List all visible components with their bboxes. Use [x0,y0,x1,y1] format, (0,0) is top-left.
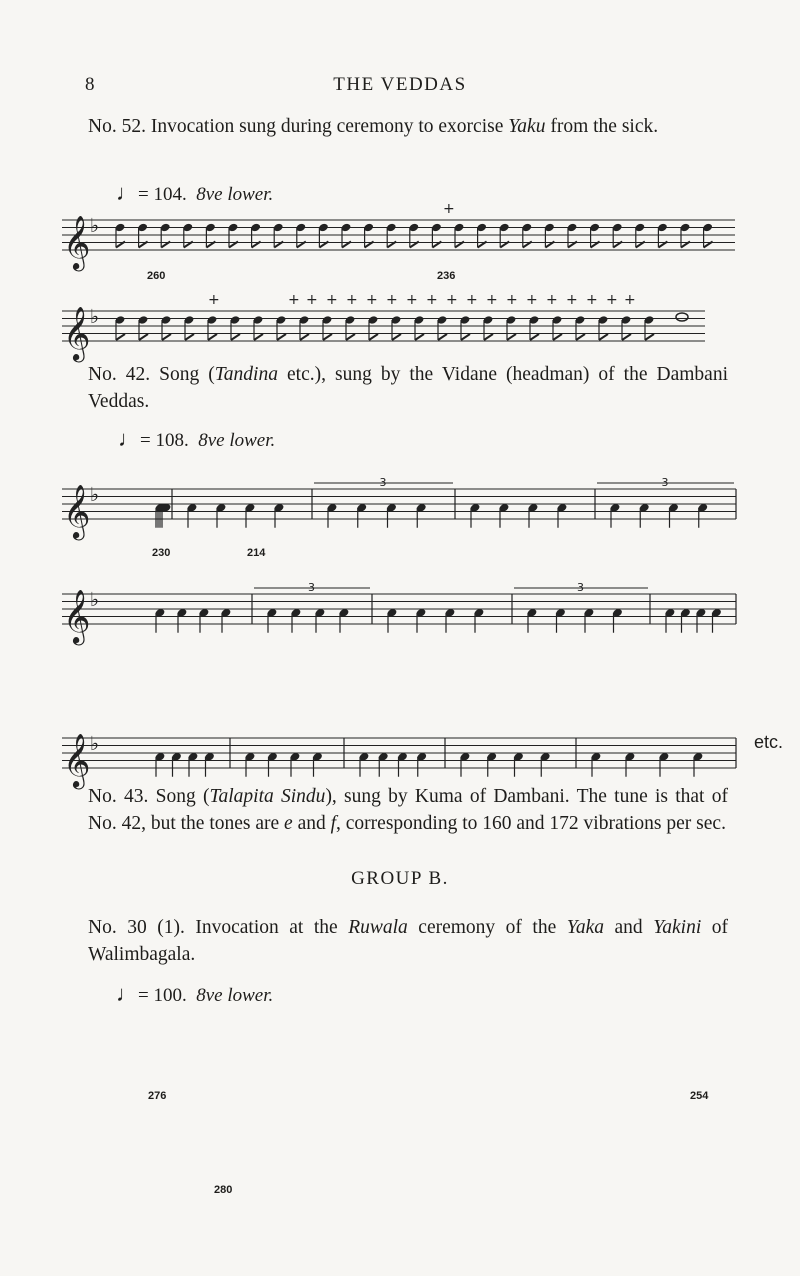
no52-measure-number: 260 [147,270,166,282]
no42-paragraph: No. 42. Song (Tandina etc.), sung by the Vidane (headman) of the Dambani Veddas. [88,364,728,412]
treble-clef-icon: 𝄞 [63,306,91,360]
running-title: THE VEDDAS [333,74,467,95]
note-flag [438,334,447,340]
no52-paragraph: No. 52. Invocation sung during ceremony to exorcise Yaku from the sick. [88,116,659,137]
note-flag [208,334,217,340]
plus-mark: + [526,292,538,308]
plus-mark: + [326,292,338,308]
note-flag [553,334,562,340]
note-flag [254,334,263,340]
note-flag [576,334,585,340]
flat-icon: ♭ [90,483,100,506]
triplet-mark: 3 [308,581,315,594]
no52-tempo: ♩= 104. 8ve lower. [116,180,274,205]
no42-measure-number: 230 [152,547,171,559]
no43-paragraph: No. 43. Song (Talapita Sindu), sung by Kuma of Dambani. The tune is that of No. 42, but the tones are e and f, corresponding to 160 and 172 vibrations per sec. [88,786,728,834]
whole-note [676,313,688,321]
no42-measure-number: 214 [247,547,266,559]
triplet-mark: 3 [379,476,387,489]
note-flag [392,334,401,340]
note-flag [323,334,332,340]
plus-mark: + [346,292,358,308]
plus-mark: + [426,292,438,308]
note-flag [530,334,539,340]
plus-mark: + [624,292,636,308]
no30-tempo: ♩= 100. 8ve lower. [116,981,274,1006]
plus-mark: + [306,292,318,308]
note-flag [346,334,355,340]
quarter-note-icon: ♩ [118,426,140,451]
plus-mark: + [208,292,220,308]
plus-mark: + [506,292,518,308]
note-flag [277,334,286,340]
note-flag [300,334,309,340]
note-flag [415,334,424,340]
treble-clef-icon: 𝄞 [63,589,91,643]
triplet-mark: 3 [661,476,669,489]
note-flag [507,334,516,340]
note-flag [599,334,608,340]
note-flag [622,334,631,340]
no42-heading: No. 42. [88,364,151,385]
note-flag [185,334,194,340]
plus-mark: + [406,292,418,308]
group-heading: GROUP B. [351,868,449,889]
no30-measure-number: 280 [214,1184,233,1196]
flat-icon: ♭ [90,732,100,755]
no52-heading: No. 52. [88,116,146,137]
note-flag [139,334,148,340]
quarter-note-icon: ♩ [116,180,138,205]
note-flag [484,334,493,340]
plus-mark: + [446,292,458,308]
no43-heading: No. 43. [88,786,149,807]
no42-tempo: ♩= 108. 8ve lower. [118,426,276,451]
plus-mark: + [288,292,300,308]
plus-mark: + [466,292,478,308]
no52-measure-number: 236 [437,270,456,282]
plus-mark: + [443,201,455,217]
treble-clef-icon: 𝄞 [63,484,91,538]
plus-mark: + [366,292,378,308]
page-number: 8 [85,74,95,95]
no30-paragraph: No. 30 (1). Invocation at the Ruwala ceremony of the Yaka and Yakini of Walimbagala. [88,917,728,965]
flat-icon: ♭ [90,305,100,328]
plus-mark: + [566,292,578,308]
plus-mark: + [386,292,398,308]
plus-mark: + [546,292,558,308]
triplet-mark: 3 [577,581,584,594]
quarter-note-icon: ♩ [116,981,138,1006]
note-flag [461,334,470,340]
plus-mark: + [606,292,618,308]
note-flag [369,334,378,340]
flat-icon: ♭ [90,588,100,611]
plus-mark: + [586,292,598,308]
plus-mark: + [486,292,498,308]
no30-heading: No. 30 (1). [88,917,185,938]
note-flag [116,334,125,340]
no30-measure-number: 276 [148,1090,167,1102]
no42-etc: etc. [754,732,784,752]
treble-clef-icon: 𝄞 [63,215,91,269]
no30-measure-number: 254 [690,1090,709,1102]
note-flag [162,334,171,340]
note-flag [231,334,240,340]
note-flag [645,334,654,340]
flat-icon: ♭ [90,214,100,237]
treble-clef-icon: 𝄞 [63,733,91,787]
